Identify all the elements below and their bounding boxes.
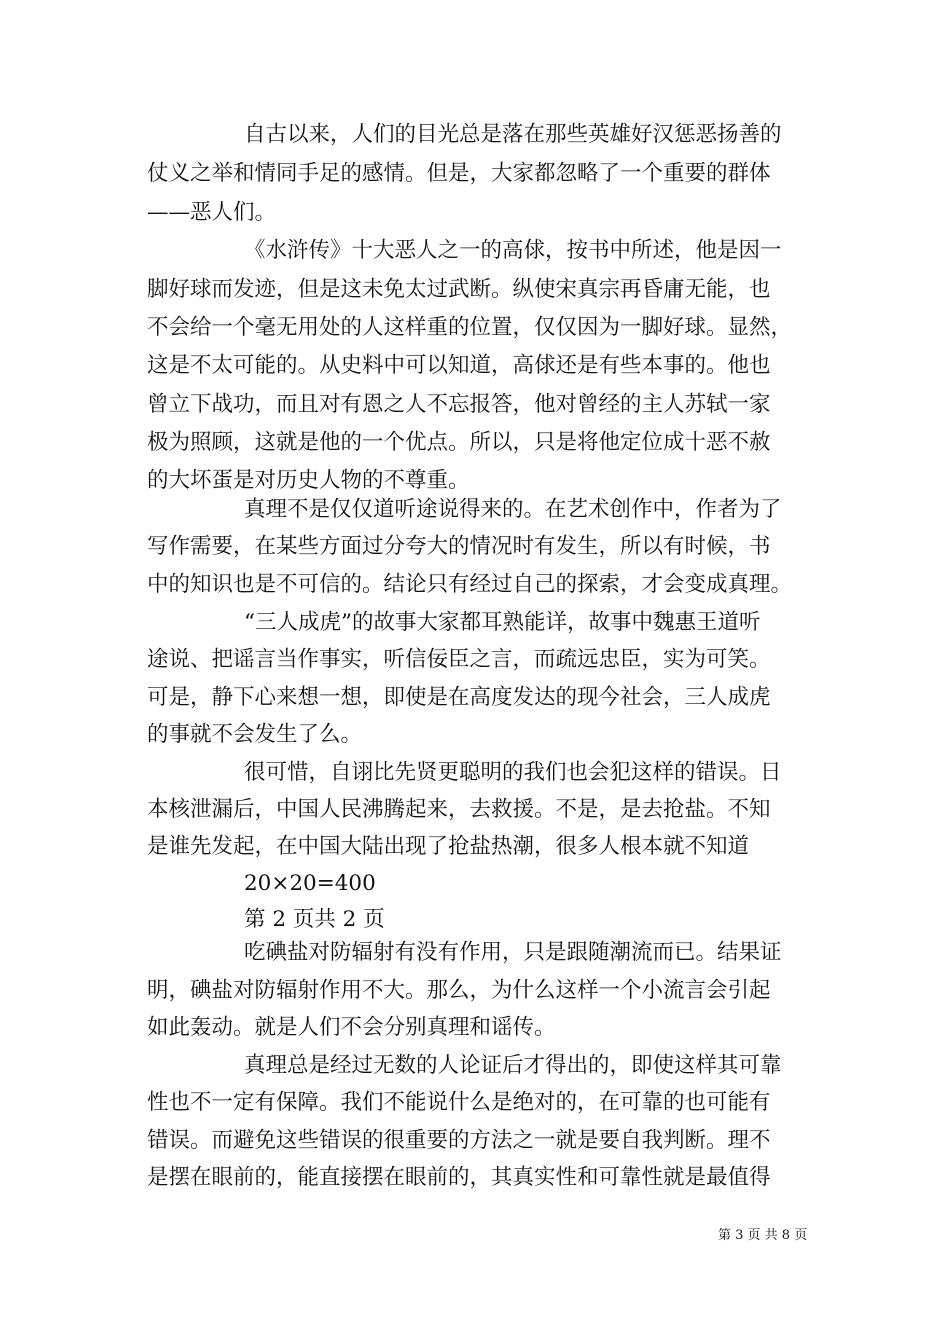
text-line: “三人成虎”的故事大家都耳熟能详，故事中魏惠王道听: [244, 610, 761, 635]
text-line: 中的知识也是不可信的。结论只有经过自己的探索，才会变成真理。: [147, 572, 793, 597]
text-line: 曾立下战功，而且对有恩之人不忘报答，他对曾经的主人苏轼一家: [147, 392, 771, 417]
text-line: 本核泄漏后，中国人民沸腾起来，去救援。不是，是去抢盐。不知: [147, 797, 771, 822]
text-line: 错误。而避免这些错误的很重要的方法之一就是要自我判断。理不: [147, 1128, 771, 1153]
text-line: 不会给一个毫无用处的人这样重的位置，仅仅因为一脚好球。显然，: [147, 315, 793, 340]
text-line: 吃碘盐对防辐射有没有作用，只是跟随潮流而已。结果证: [244, 940, 782, 965]
text-line: 明，碘盐对防辐射作用不大。那么，为什么这样一个小流言会引起: [147, 978, 771, 1003]
text-line: 《水浒传》十大恶人之一的高俅，按书中所述，他是因一: [244, 238, 782, 263]
text-line: 如此轰动。就是人们不会分别真理和谣传。: [147, 1015, 556, 1040]
text-line: 的大坏蛋是对历史人物的不尊重。: [147, 468, 470, 493]
text-line: ——恶人们。: [147, 200, 277, 225]
page-number-footer: 第 3 页 共 8 页: [718, 1228, 808, 1243]
text-line: 写作需要，在某些方面过分夸大的情况时有发生，所以有时候，书: [147, 534, 771, 559]
text-line: 是谁先发起，在中国大陆出现了抢盐热潮，很多人根本就不知道: [147, 834, 750, 859]
text-line: 自古以来，人们的目光总是落在那些英雄好汉惩恶扬善的: [244, 122, 782, 147]
text-line: 仗义之举和情同手足的感情。但是，大家都忽略了一个重要的群体: [147, 161, 771, 186]
text-line: 途说、把谣言当作事实，听信佞臣之言，而疏远忠臣，实为可笑。: [147, 647, 771, 672]
text-line: 真理总是经过无数的人论证后才得出的，即使这样其可靠: [244, 1053, 782, 1078]
text-line: 是摆在眼前的，能直接摆在眼前的，其真实性和可靠性就是最值得: [147, 1165, 771, 1190]
text-line: 第 2 页共 2 页: [244, 907, 385, 932]
text-line: 很可惜，自诩比先贤更聪明的我们也会犯这样的错误。日: [244, 760, 782, 785]
text-line: 性也不一定有保障。我们不能说什么是绝对的，在可靠的也可能有: [147, 1090, 771, 1115]
text-line: 真理不是仅仅道听途说得来的。在艺术创作中，作者为了: [244, 497, 782, 522]
text-line: 的事就不会发生了么。: [147, 722, 363, 747]
text-line: 20×20=400: [244, 871, 376, 896]
text-line: 可是，静下心来想一想，即使是在高度发达的现今社会，三人成虎: [147, 685, 771, 710]
text-line: 极为照顾，这就是他的一个优点。所以，只是将他定位成十恶不赦: [147, 430, 771, 455]
text-line: 脚好球而发迹，但是这未免太过武断。纵使宋真宗再昏庸无能，也: [147, 277, 771, 302]
text-line: 这是不太可能的。从史料中可以知道，高俅还是有些本事的。他也: [147, 353, 771, 378]
